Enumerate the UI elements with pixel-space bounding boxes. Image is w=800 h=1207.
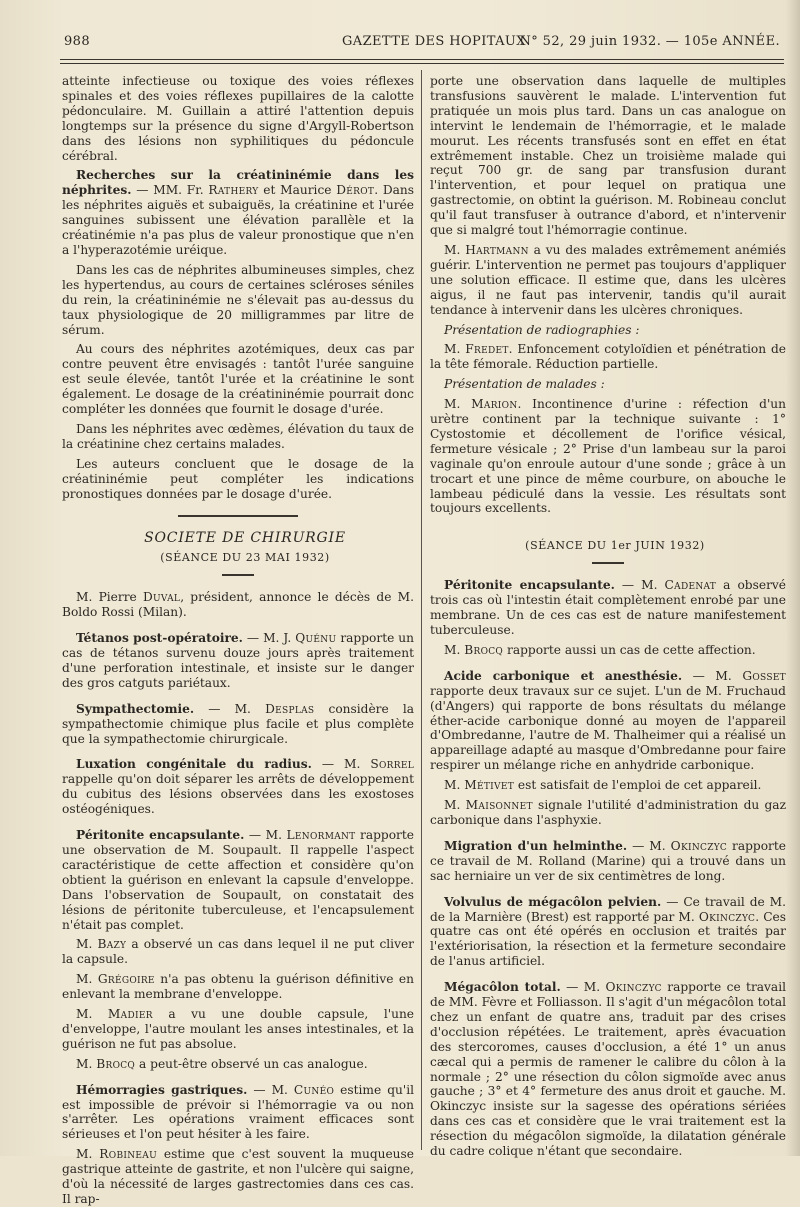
author-name: Hartmann <box>465 242 529 257</box>
rubric-heading: Tétanos post-opératoire. <box>76 631 243 646</box>
subheading-malades: Présentation de malades : <box>444 377 605 392</box>
seance-date: (SÉANCE DU 1er JUIN 1932) <box>525 539 705 553</box>
author-name: Lenormant <box>286 828 356 843</box>
paragraph-metivet: M. Métivet est satisfait de l'emploi de cet appareil. <box>444 778 762 793</box>
author-name: Okinczyc <box>698 909 756 924</box>
paragraph-volvulus: Volvulus de mégacôlon pelvien. — Ce travail de M. de la Marnière (Brest) est rapporté par M. Okinczyc. Ces quatre cas ont été opérés en occlusion et traités par l'extériorisation, la résection et la fermeture secondaire de l'anus artificiel. <box>430 894 786 969</box>
rubric-heading: Acide carbonique et anesthésie. <box>444 668 683 683</box>
author-name: Cadenat <box>664 578 717 593</box>
rubric-heading: Recherches sur la créatininémie dans les néphrites. <box>62 168 414 198</box>
author-name: Brocq <box>96 1056 136 1071</box>
paragraph-sympathectomie: Sympathectomie. — M. Desplas considère la sympathectomie chimique plus facile et plus complète que la sympathectomie chirurgicale. <box>62 701 414 746</box>
page-header <box>64 34 780 56</box>
author-name: Gosset <box>742 668 786 683</box>
author-name: Grégoire <box>97 972 155 987</box>
paragraph-tetanos: Tétanos post-opératoire. — M. J. Quénu rapporte un cas de tétanos survenu douze jours après traitement d'une perforation intestinale, et insiste sur le danger des gros catguts pariétaux. <box>62 631 414 690</box>
author-name: Madier <box>107 1007 153 1022</box>
author-name: Métivet <box>464 778 515 793</box>
paragraph-peritonite-cadenat: Péritonite encapsulante. — M. Cadenat a observé trois cas où l'intestin était complètement enrobé par une membrane. Un de ces cas est de nature manifestement tuberculeuse. <box>430 578 786 637</box>
rubric-heading: Mégacôlon total. <box>444 980 561 995</box>
author-name: Brocq <box>464 642 504 657</box>
paragraph-brocq-2: M. Brocq rapporte aussi un cas de cette affection. <box>444 642 756 657</box>
paragraph-brocq: M. Brocq a peut-être observé un cas analogue. <box>76 1056 368 1071</box>
author-name: Desplas <box>265 701 315 716</box>
author-name: Okinczyc <box>670 838 728 853</box>
author-name: Quénu <box>295 631 337 646</box>
paragraph: Au cours des néphrites azotémiques, deux cas par contre peuvent être envisagés : tantôt l'urée sanguine est seule élevée, tantôt l'urée et la créatinine le sont également. Le dosage de la créatininémie pourrait donc compléter les données que fournit le dosage d'urée. <box>62 342 414 417</box>
section-rule <box>178 515 298 517</box>
paragraph-maisonnet: M. Maisonnet signale l'utilité d'administration du gaz carbonique dans l'asphyxie. <box>430 798 786 827</box>
paragraph-gregoire: M. Grégoire n'a pas obtenu la guérison définitive en enlevant la membrane d'enveloppe. <box>62 972 414 1002</box>
rubric-heading: Sympathectomie. <box>76 701 195 716</box>
paragraph: porte une observation dans laquelle de multiples transfusions sauvèrent le malade. L'intervention fut pratiquée un mois plus tard. Dans un cas analogue on intervint le lendemain de l'hémorragie, et le malade mourut. Les récents transfusés sont en effet en état extrêmement instable. Chez un troisième malade qui reçut 700 gr. de sang par transfusion durant l'intervention, et pour lequel on pratiqua une gastrectomie, on obtint la guérison. M. Robineau conclut qu'il faut transfuser à outrance d'abord, et n'intervenir que si malgré tout l'hémorragie continue. <box>430 74 786 238</box>
author-name: Sorrel <box>370 757 414 772</box>
author-name: Okinczyc <box>605 980 662 995</box>
author-name: Rathery <box>208 183 259 198</box>
author-name: Fredet <box>465 342 509 357</box>
paragraph: Les auteurs concluent que le dosage de la créatininémie peut compléter les indications pronostiques données par le dosage d'urée. <box>62 456 414 501</box>
rubric-heading: Hémorragies gastriques. <box>76 1082 248 1097</box>
author-name: Bazy <box>97 937 127 952</box>
rubric-heading: Péritonite encapsulante. <box>76 828 245 843</box>
page-number: 988 <box>64 34 91 49</box>
seance-date: (SÉANCE DU 23 MAI 1932) <box>160 551 330 565</box>
rubric-heading: Péritonite encapsulante. <box>444 578 615 593</box>
paragraph-creatininemie: Recherches sur la créatininémie dans les néphrites. — MM. Fr. Rathery et Maurice Dérot. Dans les néphrites aiguës et subaiguës, la créatinine et l'urée sanguines subissent une élévation parallèle et la créatinémie n'a pas plus de valeur pronostique que n'en a l'hyperazotémie uréique. <box>62 168 414 257</box>
paragraph-luxation: Luxation congénitale du radius. — M. Sorrel rappelle qu'on doit séparer les arrêts de développement du cubitus des lésions observées dans les exostoses ostéogéniques. <box>62 757 414 817</box>
paragraph-hemorragies: Hémorragies gastriques. — M. Cunéo estime qu'il est impossible de prévoir si l'hémorragie va ou non s'arrêter. Les opérations vraiment efficaces sont sérieuses et l'on peut hésiter à les faire. <box>62 1082 414 1142</box>
author-name: Dérot <box>336 183 375 198</box>
paragraph-bazy: M. Bazy a observé un cas dans lequel il ne put cliver la capsule. <box>62 937 415 967</box>
paragraph-megacolon: Mégacôlon total. — M. Okinczyc rapporte ce travail de MM. Fèvre et Folliasson. Il s'agit d'un mégacôlon total chez un enfant de quatre ans, traduit par des crises d'occlusion répétées. Le traitement, après évacuation des stercoromes, causes d'occlusion, a été 1° un anus cæcal qui a permis de ramener le calibre du côlon à la normale ; 2° une résection du côlon sigmoïde avec anus gauche ; 3° et 4° fermeture des anus droit et gauche. M. Okinczyc insiste sur la sagesse des opérations sériées dans ces cas et considère que le vrai traitement est la résection du mégacôlon sigmoïde, la dilatation générale du cadre colique n'étant que secondaire. <box>430 980 786 1159</box>
author-name: Maisonnet <box>465 798 533 813</box>
paragraph: Dans les néphrites avec œdèmes, élévation du taux de la créatinine chez certains malades. <box>62 421 414 451</box>
short-rule <box>222 574 254 576</box>
left-column <box>62 74 415 1206</box>
author-name: Robineau <box>99 1147 157 1162</box>
journal-title: GAZETTE DES HOPITAUX <box>342 34 526 49</box>
short-rule <box>592 562 624 564</box>
author-name: Duval <box>142 590 181 605</box>
paragraph-madier: M. Madier a vu une double capsule, l'une d'enveloppe, l'autre moulant les anses intestinales, et la guérison ne fut pas absolue. <box>62 1007 415 1051</box>
paragraph-robineau: M. Robineau estime que c'est souvent la muqueuse gastrique atteinte de gastrite, et non l'ulcère qui saigne, d'où la nécessité de larges gastrectomies dans ces cas. Il rap- <box>62 1147 415 1206</box>
subheading-radiographies: Présentation de radiographies : <box>444 322 640 337</box>
header-rule-bottom <box>60 63 784 64</box>
header-rule-top <box>60 59 784 60</box>
paragraph-hartmann: M. Hartmann a vu des malades extrêmement anémiés guérir. L'intervention ne permet pas toujours d'appliquer une solution efficace. Il estime que, dans les ulcères aigus, il ne faut pas intervenir, tandis qu'il aurait tendance à intervenir dans les ulcères chroniques. <box>430 242 786 317</box>
issue-info: N° 52, 29 juin 1932. — 105e ANNÉE. <box>519 34 780 49</box>
rubric-heading: Migration d'un helminthe. <box>444 838 628 853</box>
paragraph: Dans les cas de néphrites albumineuses simples, chez les hypertendus, au cours de certaines scléroses séniles du rein, la créatininémie ne s'élevait pas au-dessus du taux physiologique de 20 milligrammes par litre de sérum. <box>62 262 414 337</box>
paragraph-fredet: M. Fredet. Enfoncement cotyloïdien et pénétration de la tête fémorale. Réduction partielle. <box>430 342 786 372</box>
author-name: Cunéo <box>293 1082 335 1097</box>
column-divider <box>421 70 422 1150</box>
paragraph-marion: M. Marion. Incontinence d'urine : réfection d'un urètre continent par la technique suivante : 1° Cystostomie et décollement de l'orifice vésical, fermeture vésicale ; 2° Prise d'un lambeau sur la paroi vaginale qu'on enroule autour d'une sonde ; grâce à un trocart et une pince de même courbure, on abouche le lambeau pédiculé dans la vessie. Les résultats sont toujours excellents. <box>430 397 786 516</box>
rubric-heading: Luxation congénitale du radius. <box>76 757 312 772</box>
paragraph-duval: M. Pierre Duval, président, annonce le décès de M. Boldo Rossi (Milan). <box>62 590 414 620</box>
author-name: Marion <box>471 397 518 412</box>
society-title: SOCIETE DE CHIRURGIE <box>144 530 346 547</box>
rubric-heading: Volvulus de mégacôlon pelvien. <box>444 894 662 909</box>
paragraph-helminthe: Migration d'un helminthe. — M. Okinczyc rapporte ce travail de M. Rolland (Marine) qui a trouvé dans un sac herniaire un ver de six centimètres de long. <box>430 838 786 883</box>
paragraph: atteinte infectieuse ou toxique des voies réflexes spinales et des voies réflexes pupillaires de la calotte pédonculaire. M. Guillain a attiré l'attention depuis longtemps sur la présence du signe d'Argyll-Robertson dans des lésions non syphilitiques du pédoncule cérébral. <box>62 74 414 163</box>
right-column <box>430 74 786 1159</box>
paragraph-acide-carbonique: Acide carbonique et anesthésie. — M. Gosset rapporte deux travaux sur ce sujet. L'un de M. Fruchaud (d'Angers) qui rapporte de bons résultats du mélange éther-acide carbonique donné au moyen de l'appareil d'Ombredanne, l'autre de M. Thalheimer qui a réalisé un appareillage adapté au masque d'Ombredanne pour faire respirer un mélange riche en anhydride carbonique. <box>430 668 786 773</box>
paragraph-peritonite: Péritonite encapsulante. — M. Lenormant rapporte une observation de M. Soupault. Il rappelle l'aspect caractéristique de cette affection et considère qu'on obtient la guérison en enlevant la capsule d'enveloppe. Dans l'observation de Soupault, on constatait des lésions de péritonite tuberculeuse, et l'encapsulement n'était pas complet. <box>62 828 414 932</box>
page-edge-shadow <box>786 0 800 1156</box>
